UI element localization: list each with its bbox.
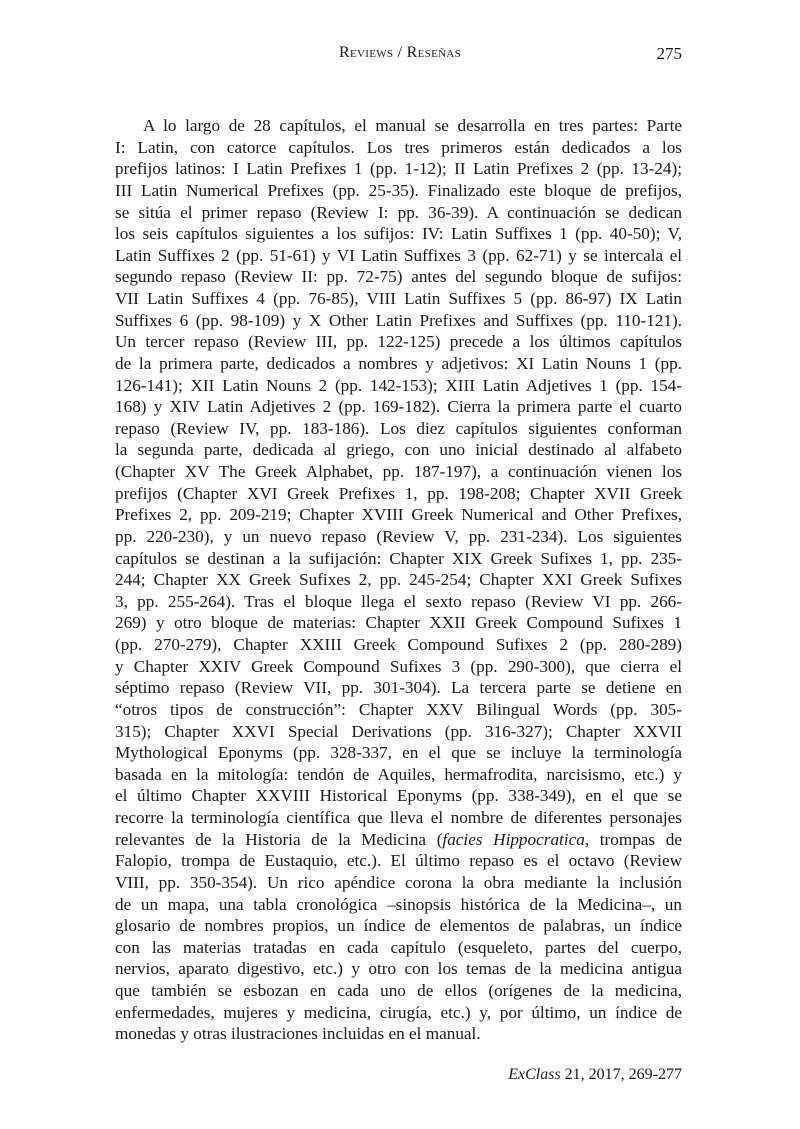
text-segment: VII Latin Suffixes 4 (pp. 76-85), VIII Latin Suffixes 5 (pp. 86-97) IX Latin xyxy=(115,289,682,308)
text-line xyxy=(115,829,682,851)
text-segment: capítulos se destinan a la sufijación: Chapter XIX Greek Sufixes 1, pp. 235- xyxy=(115,548,682,568)
text-segment: A lo largo de 28 capítulos, el manual se desarrolla en tres partes: Parte xyxy=(143,116,682,135)
text-line xyxy=(115,526,682,548)
text-segment: , trompas de xyxy=(584,829,682,849)
text-segment: Prefixes 2, pp. 209-219; Chapter XVIII Greek Numerical and Other Prefixes, xyxy=(115,505,682,525)
text-segment: y Chapter XXIV Greek Compound Sufixes 3 (pp. 290-300), que cierra el xyxy=(115,656,682,676)
text-line xyxy=(115,483,682,505)
text-segment: de la primera parte, dedicados a nombres y adjetivos: XI Latin Nouns 1 (pp. xyxy=(115,353,682,373)
text-line xyxy=(115,937,682,959)
text-segment: relevantes de la Historia de la Medicina ( xyxy=(115,829,443,849)
text-segment: 126-141); XII Latin Nouns 2 (pp. 142-153); XIII Latin Adjetives 1 (pp. 154- xyxy=(115,375,682,395)
text-segment: basada en la mitología: tendón de Aquiles, hermafrodita, narcisismo, etc.) y xyxy=(115,764,682,784)
journal-name: ExClass xyxy=(508,1066,561,1083)
text-line xyxy=(115,742,682,764)
text-line xyxy=(115,245,682,267)
text-segment: recorre la terminología científica que lleva el nombre de diferentes personajes xyxy=(115,808,682,827)
text-segment: prefijos (Chapter XVI Greek Prefixes 1, pp. 198-208; Chapter XVII Greek xyxy=(115,483,682,503)
text-line xyxy=(115,915,682,937)
text-line xyxy=(115,375,682,397)
text-line xyxy=(115,223,682,245)
text-segment: pp. 220-230), y un nuevo repaso (Review V, pp. 231-234). Los siguientes xyxy=(115,526,682,546)
text-line xyxy=(115,158,682,180)
text-segment: Mythological Eponyms (pp. 328-337, en el que se incluye la terminología xyxy=(115,743,682,763)
text-segment: glosario de nombres propios, un índice de elementos de palabras, un índice xyxy=(115,916,682,936)
citation-details: 21, 2017, 269-277 xyxy=(560,1066,682,1083)
text-segment: Falopio, trompa de Eustaquio, etc.). El último repaso es el octavo (Review xyxy=(115,851,682,871)
text-segment: (pp. 270-279), Chapter XXIII Greek Compound Sufixes 2 (pp. 280-289) xyxy=(115,635,682,654)
text-line xyxy=(115,958,682,980)
text-segment: se sitúa el primer repaso (Review I: pp. 36-39). A continuación se dedican xyxy=(115,202,682,222)
text-segment: Latin Suffixes 2 (pp. 51-61) y VI Latin Suffixes 3 (pp. 62-71) y se intercala el xyxy=(115,245,682,265)
text-line xyxy=(115,439,682,461)
text-segment: 315); Chapter XXVI Special Derivations (pp. 316-327); Chapter XXVII xyxy=(115,721,682,741)
text-line xyxy=(115,656,682,678)
text-segment: I: Latin, con catorce capítulos. Los tres primeros están dedicados a los xyxy=(115,137,682,157)
text-line xyxy=(115,137,682,159)
text-line xyxy=(115,396,682,418)
text-segment: Suffixes 6 (pp. 98-109) y X Other Latin Prefixes and Suffixes (pp. 110-121). xyxy=(115,310,682,330)
text-line xyxy=(115,591,682,613)
text-line xyxy=(115,699,682,721)
text-line xyxy=(115,548,682,570)
text-line xyxy=(115,1002,682,1024)
text-segment: séptimo repaso (Review VII, pp. 301-304). La tercera parte se detiene en xyxy=(115,678,682,698)
text-segment: 244; Chapter XX Greek Sufixes 2, pp. 245-254; Chapter XXI Greek Sufixes xyxy=(115,570,682,590)
text-segment: repaso (Review IV, pp. 183-186). Los diez capítulos siguientes conforman xyxy=(115,418,682,438)
text-line xyxy=(115,115,682,137)
page-number: 275 xyxy=(656,44,682,63)
text-line xyxy=(115,612,682,634)
text-line xyxy=(115,504,682,526)
text-segment: 168) y XIV Latin Adjetives 2 (pp. 169-182). Cierra la primera parte el cuarto xyxy=(115,397,682,417)
text-segment: “otros tipos de construcción”: Chapter XXV Bilingual Words (pp. 305- xyxy=(115,699,682,719)
text-line xyxy=(115,894,682,916)
text-segment: con las materias tratadas en cada capítulo (esqueleto, partes del cuerpo, xyxy=(115,937,682,957)
text-segment: nervios, aparato digestivo, etc.) y otro con los temas de la medicina antigua xyxy=(115,959,682,979)
text-segment: que también se esbozan en cada uno de ellos (orígenes de la medicina, xyxy=(115,981,682,1000)
text-segment: los seis capítulos siguientes a los sufijos: IV: Latin Suffixes 1 (pp. 40-50); V, xyxy=(115,224,682,244)
text-line xyxy=(115,418,682,440)
text-line xyxy=(115,1023,682,1045)
text-segment: (Chapter XV The Greek Alphabet, pp. 187-197), a continuación vienen los xyxy=(115,462,682,481)
text-line xyxy=(115,288,682,310)
text-segment: segundo repaso (Review II: pp. 72-75) antes del segundo bloque de sufijos: xyxy=(115,267,682,287)
text-line xyxy=(115,461,682,483)
text-line xyxy=(115,677,682,699)
body-paragraph xyxy=(115,115,682,1045)
text-line xyxy=(115,202,682,224)
text-line xyxy=(115,807,682,829)
text-segment: Un tercer repaso (Review III, pp. 122-125) precede a los últimos capítulos xyxy=(115,332,682,352)
text-segment: prefijos latinos: I Latin Prefixes 1 (pp. 1-12); II Latin Prefixes 2 (pp. 13-24); xyxy=(115,159,682,179)
text-line xyxy=(115,353,682,375)
text-line xyxy=(115,721,682,743)
text-line xyxy=(115,785,682,807)
text-segment: enfermedades, mujeres y medicina, cirugía, etc.) y, por último, un índice de xyxy=(115,1002,682,1022)
text-line xyxy=(115,310,682,332)
text-segment: 269) y otro bloque de materias: Chapter XXII Greek Compound Sufixes 1 xyxy=(115,613,682,633)
text-line xyxy=(115,872,682,894)
text-segment: III Latin Numerical Prefixes (pp. 25-35). Finalizado este bloque de prefijos, xyxy=(115,180,682,200)
text-segment: la segunda parte, dedicada al griego, con uno inicial destinado al alfabeto xyxy=(115,440,682,460)
text-segment: 3, pp. 255-264). Tras el bloque llega el sexto repaso (Review VI pp. 266- xyxy=(115,591,682,611)
running-head: Reviews / Reseñas xyxy=(339,44,461,61)
text-segment: el último Chapter XXVIII Historical Eponyms (pp. 338-349), en el que se xyxy=(115,786,682,806)
text-segment: VIII, pp. 350-354). Un rico apéndice corona la obra mediante la inclusión xyxy=(115,872,682,892)
italic-term: facies Hippocratica xyxy=(442,829,585,849)
text-line xyxy=(115,569,682,591)
text-line xyxy=(115,634,682,656)
text-segment: monedas y otras ilustraciones incluidas en el manual. xyxy=(115,1024,481,1044)
text-line xyxy=(115,266,682,288)
journal-citation xyxy=(508,1066,682,1084)
text-line xyxy=(115,764,682,786)
text-line xyxy=(115,980,682,1002)
text-segment: de un mapa, una tabla cronológica –sinopsis histórica de la Medicina–, un xyxy=(115,894,682,914)
text-line xyxy=(115,180,682,202)
text-line xyxy=(115,850,682,872)
text-line xyxy=(115,331,682,353)
